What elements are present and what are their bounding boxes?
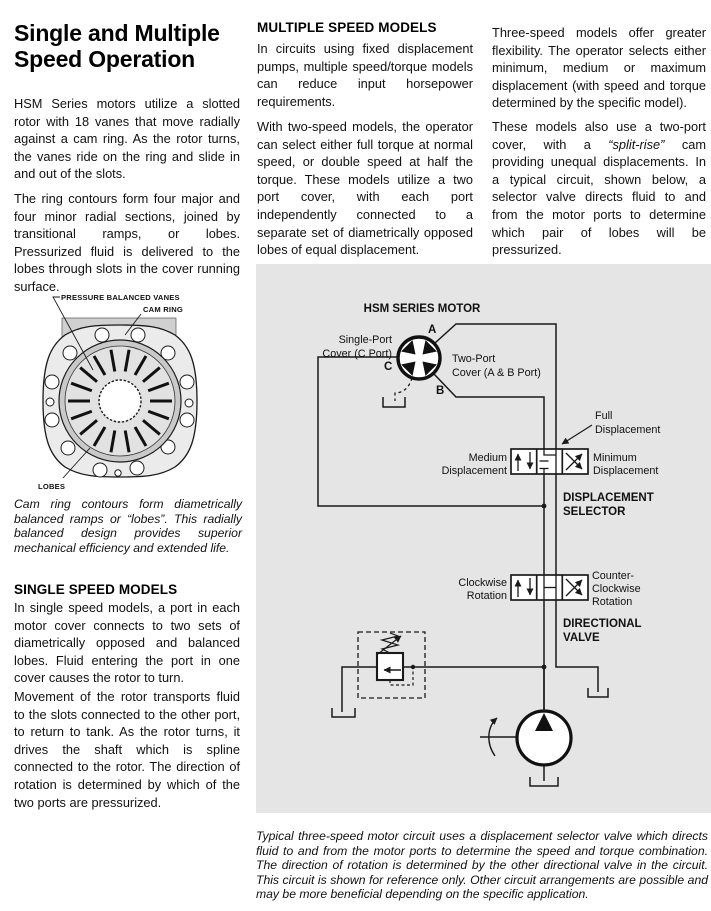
port-b-label: B <box>436 385 445 397</box>
single-speed-paragraph-2: Movement of the rotor transports fluid to the slots connected to the other port, to return to tank. As the rotor turns, it drives the shaft which is spline connected to the rotor. The direction of rotation is determined by which of the two ports are pressurized. <box>14 689 240 810</box>
right-paragraph-1: Three-speed models offer greater flexibility. The operator selects either minimum, medium or maximum displacement (with speed and torque determined by the specific model). <box>492 25 706 111</box>
circuit-schematic <box>256 264 711 813</box>
right-paragraph-2-text: These models also use a two-port cover, with a <box>492 119 706 152</box>
a-return-line <box>556 600 598 692</box>
spring-icon <box>382 633 398 653</box>
selector-title-2: SELECTOR <box>563 506 626 518</box>
splined-bore <box>99 380 141 422</box>
directional-title-1: DIRECTIONAL <box>563 618 642 630</box>
port-c-label: C <box>384 361 393 373</box>
clockwise-label-2: Rotation <box>466 590 507 602</box>
full-displacement-leader <box>562 425 592 444</box>
a-port-line <box>435 324 556 449</box>
displacement-selector-valve <box>511 449 588 474</box>
relief-tank-line <box>342 667 377 712</box>
lobes-label: LOBES <box>38 482 66 491</box>
two-port-label-1: Two-Port <box>452 353 496 365</box>
directional-valve <box>511 575 588 600</box>
case-drain-line <box>395 378 412 401</box>
multiple-speed-heading: MULTIPLE SPEED MODELS <box>257 20 437 35</box>
two-port-label-2: Cover (A & B Port) <box>452 367 541 379</box>
port-a-label: A <box>428 324 437 336</box>
selector-title-1: DISPLACEMENT <box>563 492 654 504</box>
vanes-label: PRESSURE BALANCED VANES <box>61 293 180 302</box>
drain-tank-icon <box>383 397 405 407</box>
motor-title: HSM SERIES MOTOR <box>363 303 481 315</box>
left-paragraph-1: HSM Series motors utilize a slotted rotor with 18 vanes that move radially against a cam ring. As the rotor turns, the vanes ride on the ring and slide in and out of the slots. <box>14 96 240 182</box>
minimum-displacement-label-1: Minimum <box>593 452 637 464</box>
relief-valve <box>358 632 425 698</box>
split-rise-italic: “split-rise” <box>608 136 665 152</box>
clockwise-label-1: Clockwise <box>458 577 507 589</box>
cam-ring-figure <box>30 288 232 494</box>
motor-symbol <box>398 337 440 379</box>
pump-symbol <box>489 668 571 765</box>
directional-title-2: VALVE <box>563 632 600 644</box>
counter-clockwise-label-2: Clockwise <box>592 583 641 595</box>
right-paragraph-2 <box>492 118 706 259</box>
single-port-label-1: Single-Port <box>338 334 392 346</box>
medium-displacement-label-1: Medium <box>468 452 507 464</box>
relief-valve-body <box>377 653 403 680</box>
cam-ring-label: CAM RING <box>143 305 183 314</box>
counter-clockwise-label-1: Counter- <box>592 570 635 582</box>
middle-paragraph-2: With two-speed models, the operator can select either full torque at normal speed, or double speed at half the torque. These models utilize a two port cover, with each port independently connected to a separate set of diametrically opposed lobes of equal displacement. <box>257 119 473 258</box>
single-port-label-2: Cover (C Port) <box>322 348 392 360</box>
left-paragraph-2: The ring contours form four major and four minor radial sections, joined by transitional ramps, or lobes. Pressurized fluid is delivered to the lobes through slots in the cover running surface. <box>14 191 240 294</box>
middle-paragraph-1: In circuits using fixed displacement pumps, multiple speed/torque models can reduce input horsepower requirements. <box>257 41 473 109</box>
counter-clockwise-label-3: Rotation <box>592 596 633 608</box>
full-displacement-label-1: Full <box>595 410 613 422</box>
single-speed-heading: SINGLE SPEED MODELS <box>14 582 178 597</box>
circuit-diagram-panel <box>256 264 711 813</box>
circuit-caption: Typical three-speed motor circuit uses a displacement selector valve which directs fluid to and from the motor ports to determine the speed and torque combination. The direction of rotation is determined by the other directional valve in the circuit. This circuit is shown for reference only. Other circuit arrangements are possible and may be more beneficial depending on the specific application. <box>256 829 708 902</box>
page-title: Single and Multiple Speed Operation <box>14 20 220 72</box>
b-port-line <box>434 374 544 449</box>
medium-displacement-label-2: Displacement <box>441 465 507 477</box>
full-displacement-label-2: Displacement <box>595 424 661 436</box>
right-paragraph-2-tail: cam providing unequal displacements. In a typical circuit, shown below, a selector valve directs fluid to and from the motor ports to determine which pair of lobes will be pressurized. <box>492 136 707 258</box>
cam-figure-caption: Cam ring contours form diametrically balanced ramps or “lobes”. This radially balanced design provides superior mechanical efficiency and extended life. <box>14 497 242 556</box>
single-speed-paragraph-1: In single speed models, a port in each motor cover connects to two sets of diametrically opposed and balanced lobes. Fluid entering the port in one cover causes the rotor to turn. <box>14 600 240 686</box>
c-port-loop <box>318 357 544 506</box>
relief-tank-icon <box>332 708 355 717</box>
minimum-displacement-label-2: Displacement <box>593 465 659 477</box>
